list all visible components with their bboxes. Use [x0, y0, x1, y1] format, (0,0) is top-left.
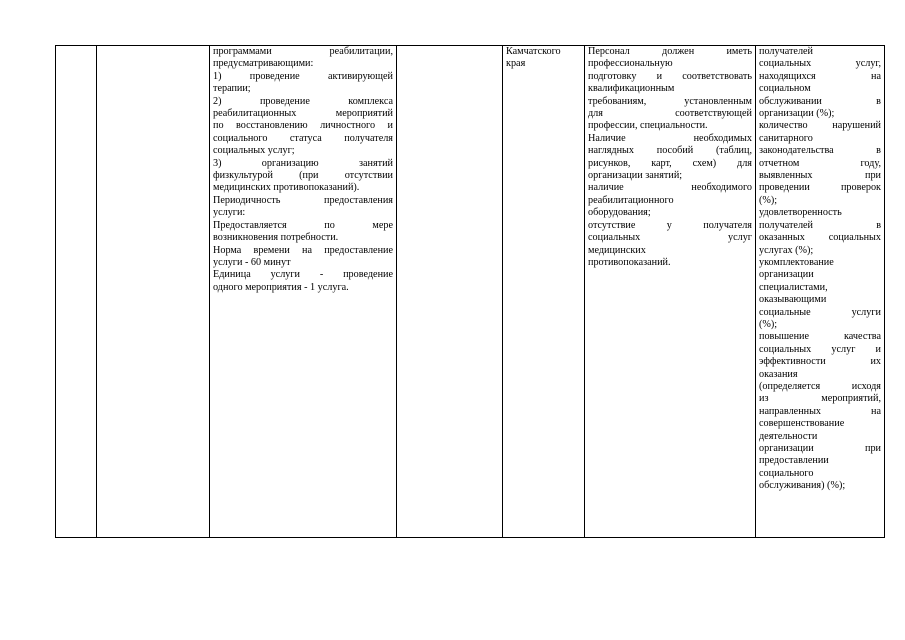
text-line: эффективности их	[759, 356, 881, 368]
text-line: медицинских противопоказаний).	[213, 182, 360, 194]
text-line: Наличие необходимых	[588, 132, 752, 144]
text-line: требованиям, установленным	[588, 95, 752, 107]
text-line: услуги - 60 минут	[213, 256, 291, 268]
text-line: возникновения потребности.	[213, 232, 339, 244]
conditions-text	[588, 46, 752, 269]
text-line: оказанных социальных	[759, 232, 881, 244]
text-line: организации занятий;	[588, 170, 683, 182]
text-line: оказания	[759, 368, 798, 380]
text-line: терапии;	[213, 83, 251, 95]
text-line: реабилитационных мероприятий	[213, 108, 393, 120]
text-line: медицинских	[588, 244, 646, 256]
cell-conditions	[585, 46, 756, 538]
region-text	[506, 46, 581, 71]
text-line: совершенствование	[759, 418, 845, 430]
text-line: социальные услуги	[759, 306, 881, 318]
text-line: проведении проверок	[759, 182, 881, 194]
text-line: отчетном году,	[759, 157, 881, 169]
text-line: оказывающими	[759, 294, 827, 306]
text-line: социального статуса получателя	[213, 132, 393, 144]
text-line: получателей	[759, 46, 814, 57]
text-line: обслуживании в	[759, 95, 881, 107]
text-line: получателей в	[759, 219, 881, 231]
text-line: услугах (%);	[759, 244, 814, 256]
cell-region	[503, 46, 585, 538]
text-line: Камчатского	[506, 46, 561, 57]
text-line: находящихся на	[759, 70, 881, 82]
text-line: (определяется исходя	[759, 380, 881, 392]
text-line: санитарного	[759, 132, 813, 144]
cell-service-description	[210, 46, 397, 538]
text-line: укомплектование	[759, 256, 834, 268]
text-line: (%);	[759, 194, 778, 206]
text-line: наглядных пособий (таблиц,	[588, 145, 752, 157]
text-line: 3) организацию занятий	[213, 157, 393, 169]
table-row	[56, 46, 885, 538]
quality-indicators-text	[759, 46, 881, 493]
text-line: отсутствие у получателя	[588, 219, 752, 231]
text-line: Предоставляется по мере	[213, 219, 393, 231]
text-line: Персонал должен иметь	[588, 46, 752, 57]
text-line: предусматривающими:	[213, 58, 314, 70]
text-line: социальных услуг	[588, 232, 752, 244]
text-line: наличие необходимого	[588, 182, 752, 194]
text-line: Периодичность предоставления	[213, 194, 393, 206]
cell-empty	[397, 46, 503, 538]
text-line: (%);	[759, 318, 778, 330]
text-line: квалификационным	[588, 83, 675, 95]
service-description-text	[213, 46, 393, 294]
text-line: услуги:	[213, 207, 246, 219]
text-line: социального	[759, 467, 814, 479]
text-line: повышение качества	[759, 331, 881, 343]
text-line: для соответствующей	[588, 108, 752, 120]
text-line: подготовку и соответствовать	[588, 70, 752, 82]
text-line: организации (%);	[759, 108, 835, 120]
text-line: удовлетворенность	[759, 207, 842, 219]
text-line: социальных услуг и	[759, 343, 881, 355]
services-table	[55, 45, 885, 538]
cell-number	[56, 46, 97, 538]
text-line: физкультурой (при отсутствии	[213, 170, 393, 182]
text-line: профессиональную	[588, 58, 673, 70]
text-line: программами реабилитации,	[213, 46, 393, 57]
text-line: по восстановлению личностного и	[213, 120, 393, 132]
cell-service-name	[97, 46, 210, 538]
text-line: профессии, специальности.	[588, 120, 708, 132]
text-line: реабилитационного	[588, 194, 674, 206]
text-line: обслуживания) (%);	[759, 480, 846, 492]
cell-quality-indicators	[756, 46, 885, 538]
text-line: края	[506, 58, 526, 70]
text-line: 2) проведение комплекса	[213, 95, 393, 107]
text-line: рисунков, карт, схем) для	[588, 157, 752, 169]
text-line: организации	[759, 269, 814, 281]
text-line: количество нарушений	[759, 120, 881, 132]
text-line: социальных услуг;	[213, 145, 295, 157]
text-line: оборудования;	[588, 207, 651, 219]
text-line: выявленных при	[759, 170, 881, 182]
text-line: Норма времени на предоставление	[213, 244, 393, 256]
text-line: Единица услуги - проведение	[213, 269, 393, 281]
text-line: законодательства в	[759, 145, 881, 157]
text-line: направленных на	[759, 405, 881, 417]
text-line: специалистами,	[759, 281, 828, 293]
text-line: социальном	[759, 83, 811, 95]
text-line: деятельности	[759, 430, 818, 442]
text-line: 1) проведение активирующей	[213, 70, 393, 82]
text-line: противопоказаний.	[588, 256, 671, 268]
text-line: одного мероприятия - 1 услуга.	[213, 281, 349, 293]
text-line: предоставлении	[759, 455, 829, 467]
text-line: из мероприятий,	[759, 393, 881, 405]
text-line: организации при	[759, 443, 881, 454]
text-line: социальных услуг,	[759, 58, 881, 70]
